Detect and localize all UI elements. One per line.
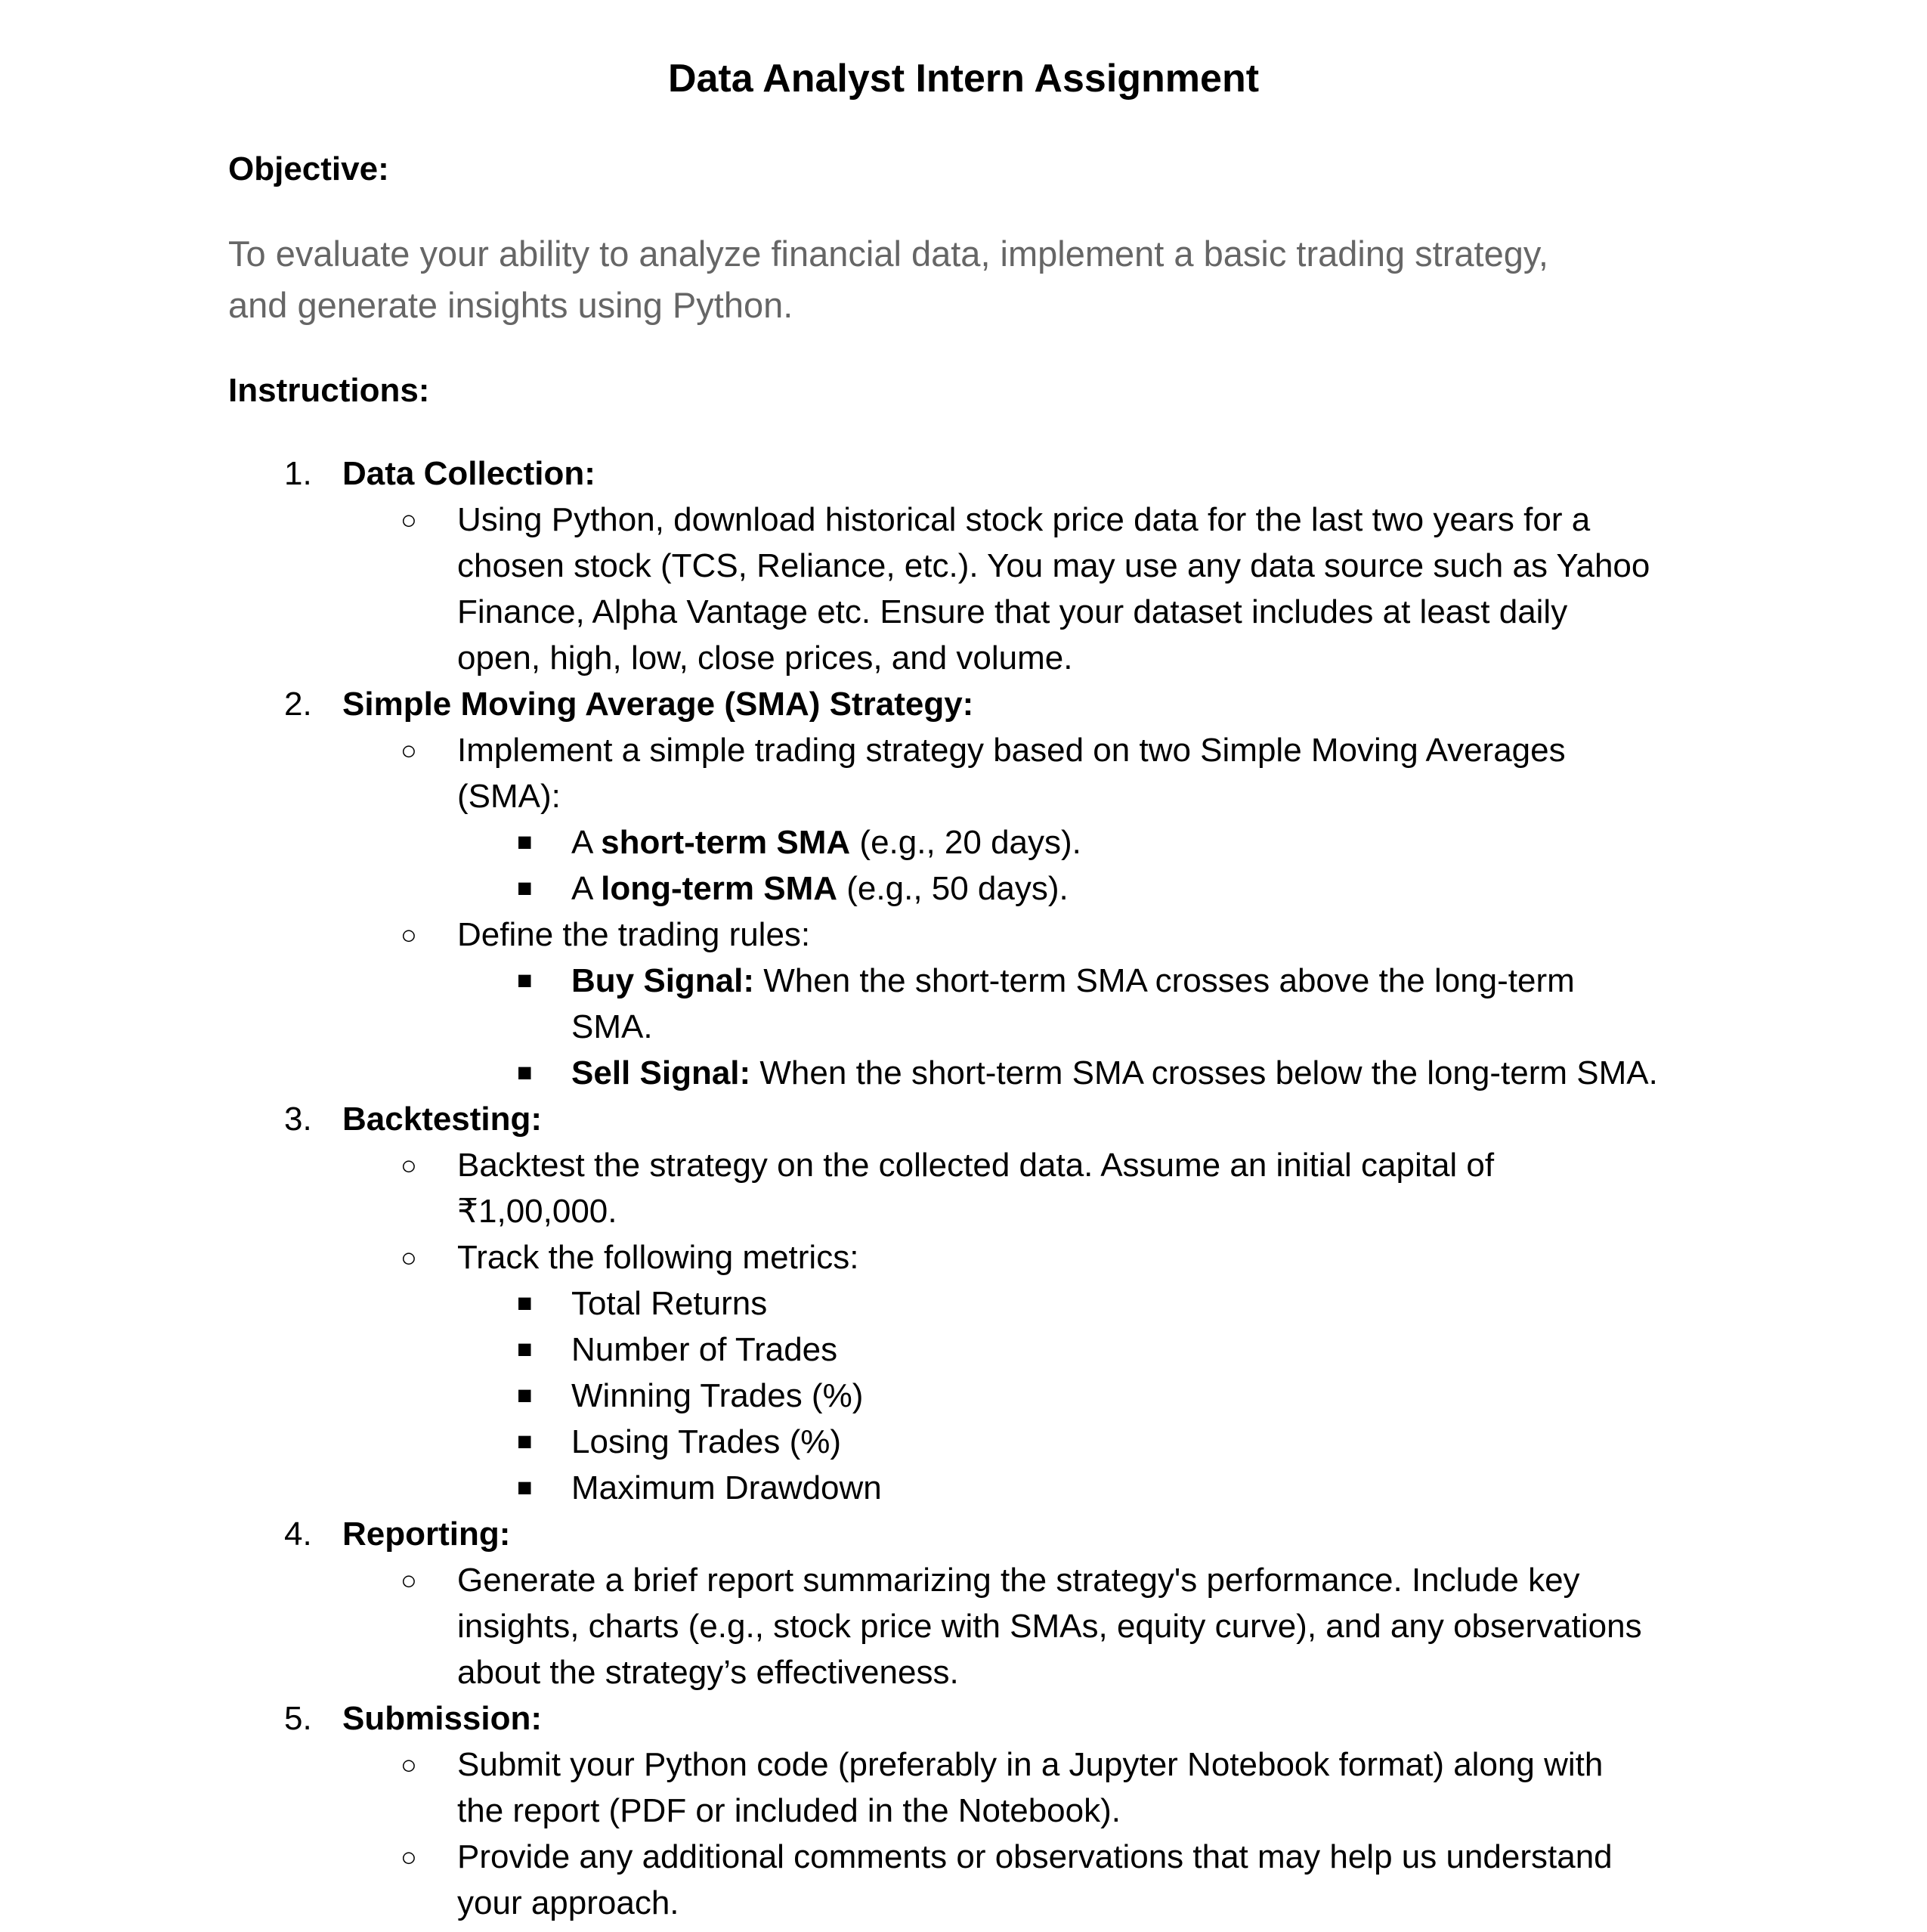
list-item-text: insights, charts (e.g., stock price with SMAs, equity curve), and any observations [457, 1608, 1642, 1645]
square-bullet-icon: ■ [517, 828, 533, 856]
list-item [0, 1142, 1927, 1188]
sub-list-item-text: Sell Signal: When the short-term SMA crosses below the long-term SMA. [571, 1054, 1658, 1091]
list-item [0, 1834, 1927, 1880]
list-item [0, 1234, 1927, 1280]
sub-list-item [0, 1419, 1927, 1465]
sub-list-item [0, 1465, 1927, 1511]
list-item-continuation [0, 1880, 1927, 1926]
sub-list-item [0, 1373, 1927, 1419]
sub-list-item [0, 1280, 1927, 1327]
list-item-text: Finance, Alpha Vantage etc. Ensure that your dataset includes at least daily [457, 593, 1568, 630]
list-item [0, 497, 1927, 543]
sub-list-item [0, 819, 1927, 865]
list-item-text: Provide any additional comments or observations that may help us understand [457, 1838, 1613, 1875]
circle-bullet-icon: ○ [401, 504, 417, 535]
objective-paragraph [228, 228, 1709, 331]
list-item-text: Submit your Python code (preferably in a Jupyter Notebook format) along with [457, 1746, 1604, 1783]
section-header [0, 450, 1927, 497]
objective-line: To evaluate your ability to analyze financial data, implement a basic trading strategy, [228, 234, 1548, 274]
sub-list-item-text: A long-term SMA (e.g., 50 days). [571, 870, 1069, 907]
list-item-continuation [0, 1188, 1927, 1234]
circle-bullet-icon: ○ [401, 735, 417, 766]
square-bullet-icon: ■ [517, 1473, 533, 1502]
list-item-continuation [0, 635, 1927, 681]
list-item-text: about the strategy’s effectiveness. [457, 1654, 959, 1691]
list-item-text: Track the following metrics: [457, 1239, 859, 1276]
list-item [0, 1557, 1927, 1603]
circle-bullet-icon: ○ [401, 1565, 417, 1596]
square-bullet-icon: ■ [517, 1381, 533, 1410]
sub-list-item-text: Buy Signal: When the short-term SMA crosses above the long-term [571, 962, 1575, 999]
list-item-continuation [0, 1603, 1927, 1649]
sub-list-item [0, 865, 1927, 912]
section-number: 4. [284, 1516, 312, 1553]
section-header [0, 1511, 1927, 1557]
section-header [0, 1096, 1927, 1142]
sub-list-item-text: A short-term SMA (e.g., 20 days). [571, 824, 1081, 861]
document-title: Data Analyst Intern Assignment [667, 57, 1260, 101]
objective-line: and generate insights using Python. [228, 285, 793, 325]
section-title: Backtesting: [342, 1101, 543, 1138]
metric-item: Winning Trades (%) [571, 1377, 864, 1414]
square-bullet-icon: ■ [517, 966, 533, 995]
sub-list-item [0, 1327, 1927, 1373]
list-item-continuation [0, 773, 1927, 819]
sub-list-item [0, 1050, 1927, 1096]
list-item-continuation [0, 589, 1927, 635]
metric-item: Total Returns [571, 1285, 768, 1322]
section-title: Data Collection: [342, 455, 595, 492]
section-number: 3. [284, 1101, 312, 1138]
circle-bullet-icon: ○ [401, 1749, 417, 1780]
objective-heading: Objective: [228, 150, 389, 187]
metric-item: Losing Trades (%) [571, 1423, 842, 1460]
list-item-text: Implement a simple trading strategy based on two Simple Moving Averages [457, 732, 1566, 769]
list-item-continuation [0, 543, 1927, 589]
instructions-heading: Instructions: [228, 372, 430, 409]
list-item [0, 727, 1927, 773]
list-item [0, 912, 1927, 958]
sub-list-item-continuation [0, 1004, 1927, 1050]
section-title: Submission: [342, 1700, 543, 1737]
list-item-continuation [0, 1649, 1927, 1695]
square-bullet-icon: ■ [517, 1427, 533, 1456]
list-item [0, 1742, 1927, 1788]
list-item-text: Define the trading rules: [457, 916, 811, 953]
square-bullet-icon: ■ [517, 1058, 533, 1087]
list-item-text: Using Python, download historical stock price data for the last two years for a [457, 501, 1591, 538]
section-header [0, 681, 1927, 727]
list-item-text: Backtest the strategy on the collected data. Assume an initial capital of [457, 1147, 1495, 1184]
list-item-continuation [0, 1788, 1927, 1834]
circle-bullet-icon: ○ [401, 1242, 417, 1273]
list-item-text: ₹1,00,000. [457, 1193, 617, 1230]
list-item-text: the report (PDF or included in the Notebook). [457, 1792, 1121, 1829]
list-item-text: chosen stock (TCS, Reliance, etc.). You may use any data source such as Yahoo [457, 547, 1650, 584]
section-number: 2. [284, 686, 312, 723]
circle-bullet-icon: ○ [401, 1150, 417, 1181]
square-bullet-icon: ■ [517, 874, 533, 903]
list-item-text: (SMA): [457, 778, 561, 815]
circle-bullet-icon: ○ [401, 1841, 417, 1872]
section-title: Reporting: [342, 1516, 511, 1553]
list-item-text: Generate a brief report summarizing the strategy's performance. Include key [457, 1562, 1580, 1599]
circle-bullet-icon: ○ [401, 919, 417, 950]
metric-item: Number of Trades [571, 1331, 838, 1368]
metric-item: Maximum Drawdown [571, 1469, 882, 1506]
sub-list-item [0, 958, 1927, 1004]
list-item-text: open, high, low, close prices, and volume. [457, 639, 1073, 677]
square-bullet-icon: ■ [517, 1335, 533, 1364]
section-title: Simple Moving Average (SMA) Strategy: [342, 686, 974, 723]
list-item-text: your approach. [457, 1884, 679, 1921]
section-header [0, 1695, 1927, 1742]
section-number: 1. [284, 455, 312, 492]
section-number: 5. [284, 1700, 312, 1737]
sub-list-item-text: SMA. [571, 1008, 653, 1045]
square-bullet-icon: ■ [517, 1289, 533, 1317]
